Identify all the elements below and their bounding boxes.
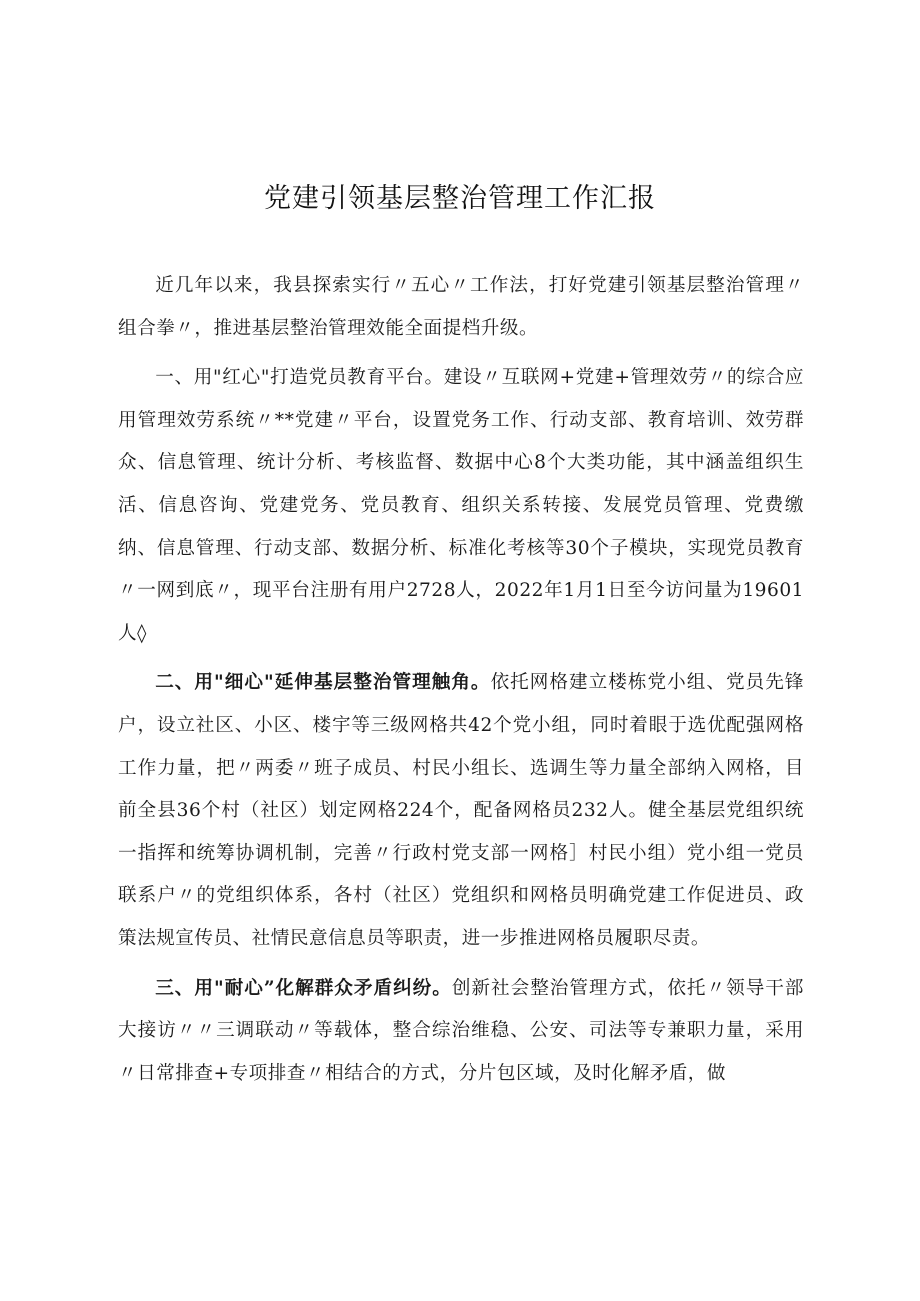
document-body (118, 265, 804, 1102)
paragraph-section-3 (118, 968, 804, 1096)
paragraph-text: 近几年以来，我县探索实行〃五心〃工作法，打好党建引领基层整治管理〃组合拳〃，推进基层整治管理效能全面提档升级。 (118, 275, 804, 339)
paragraph-text: 依托网格建立楼栋党小组、党员先锋户，设立社区、小区、楼宇等三级网格共42个党小组，同时着眼于选优配强网格工作力量，把〃两委〃班子成员、村民小组长、选调生等力量全部纳入网格，目前全县36个村（社区）划定网格224个，配备网格员232人。健全基层党组织统一指挥和统筹协调机制，完善〃行政村党支部一网格］村民小组）党小组一党员联系户〃的党组织体系，各村（社区）党组织和网格员明确党建工作促进员、政策法规宣传员、社情民意信息员等职责，进一步推进网格员履职尽责。 (118, 672, 804, 949)
paragraph-text: 创新社会整治管理方式，依托〃领导干部大接访〃〃三调联动〃等载体，整合综治维稳、公安、司法等专兼职力量，采用〃日常排查+专项排查〃相结合的方式，分片包区域，及时化解矛盾，做 (118, 977, 804, 1084)
document-title: 党建引领基层整治管理工作汇报 (264, 183, 656, 214)
paragraph-lead: 三、用"耐心”化解群众矛盾纠纷。 (155, 977, 452, 999)
paragraph-section-1 (118, 357, 804, 655)
paragraph-text: 一、用"红心"打造党员教育平台。建设〃互联网+党建+管理效劳〃的综合应用管理效劳系统〃**党建〃平台，设置党务工作、行动支部、教育培训、效劳群众、信息管理、统计分析、考核监督、数据中心8个大类功能，其中涵盖组织生活、信息咨询、党建党务、党员教育、组织关系转接、发展党员管理、党费缴纳、信息管理、行动支部、数据分析、标准化考核等30个子模块，实现党员教育〃一网到底〃，现平台注册有用户2728人，2022年1月1日至今访问量为19601人◊ (118, 367, 804, 644)
paragraph-intro (118, 265, 804, 350)
paragraph-section-2 (118, 662, 804, 960)
paragraph-lead: 二、用"细心"延伸基层整治管理触角。 (155, 672, 491, 694)
